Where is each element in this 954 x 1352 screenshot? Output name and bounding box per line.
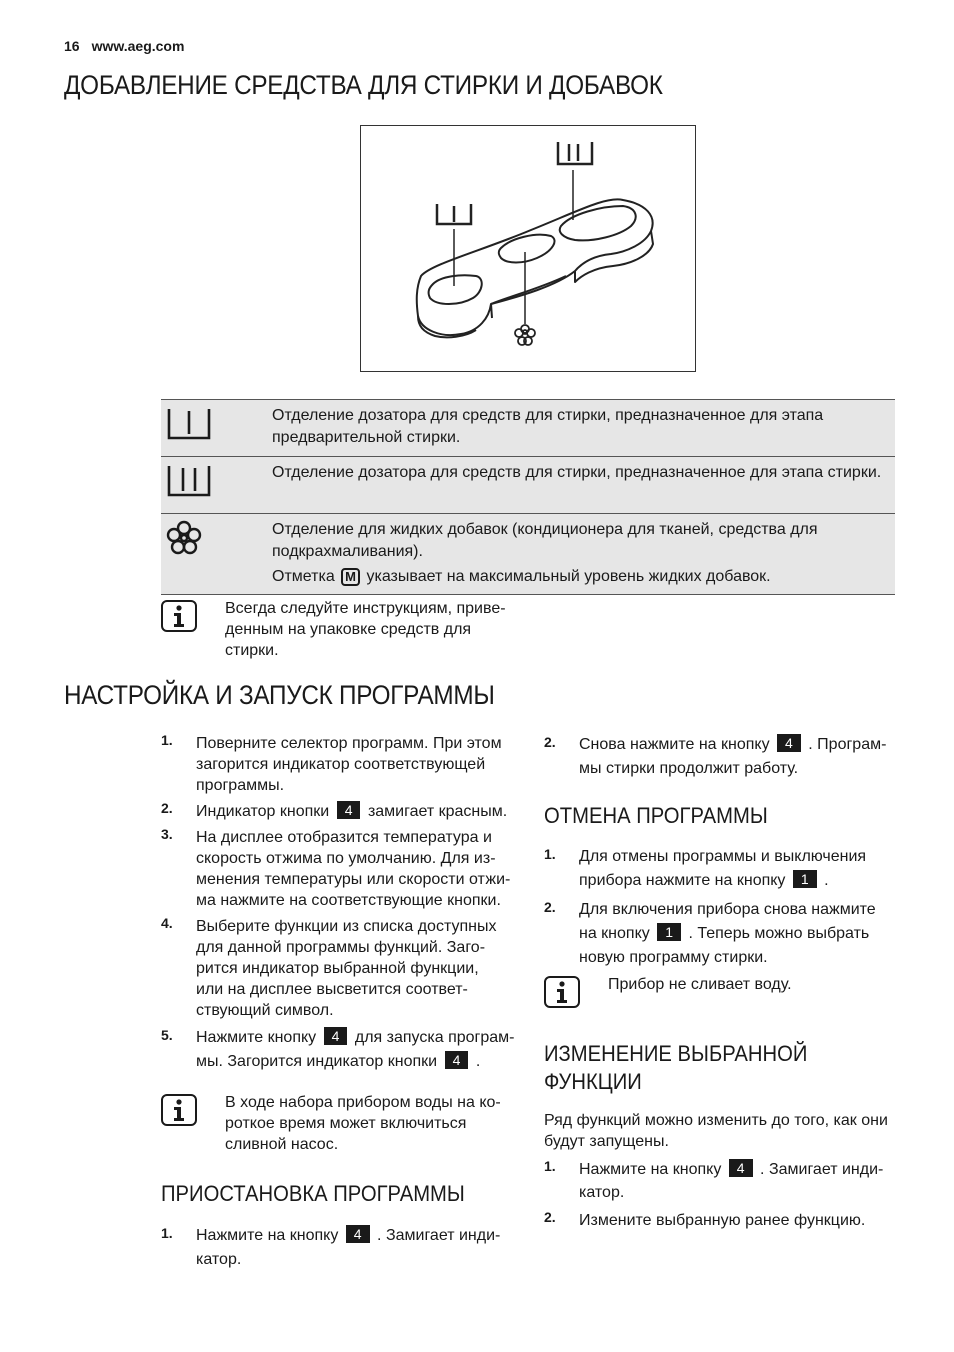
- info-note: [544, 974, 894, 1014]
- info-note: [161, 1092, 521, 1156]
- list-item: 2. Снова нажмите на кнопку 4 . Програм- мы стирки продолжит работу.: [544, 734, 887, 777]
- legend-text: Отделение дозатора для средств для стирки, предназначенное для этапа стирки.: [272, 457, 895, 514]
- list-item: 1. Нажмите на кнопку 4 . Замигает инди- катор.: [161, 1225, 501, 1268]
- legend-row: [161, 514, 895, 595]
- info-icon: [544, 976, 580, 1008]
- page-number: 16: [64, 38, 80, 54]
- wash-compartment-icon: [558, 142, 592, 164]
- list-item: 1. Для отмены программы и выключения прибора нажмите на кнопку 1 .: [544, 846, 867, 889]
- cancel-steps-list: [544, 845, 894, 975]
- list-item: 3. На дисплее отобразится температура и скорость отжима по умолчанию. Для из- менения температуры или скорости отжи- ма нажмите на соответствующие кнопки.: [161, 826, 511, 909]
- dispenser-figure: [360, 125, 696, 372]
- legend-text: Отделение дозатора для средств для стирки, предназначенное для этапа предварительной стирки.: [272, 400, 895, 457]
- list-item: 4. Выберите функции из списка доступных для данной программы функций. Заго- рится индикатор выбранной функции, или на дисплее высветится соответ- ствующий символ.: [161, 915, 497, 1019]
- site-url[interactable]: www.aeg.com: [91, 38, 185, 54]
- wash-compartment-icon: [166, 462, 212, 500]
- section-title-pause: ПРИОСТАНОВКА ПРОГРАММЫ: [161, 1181, 465, 1206]
- button-1-key: 1: [793, 870, 817, 888]
- button-4-key: 4: [777, 734, 801, 752]
- max-level-mark-icon: M: [341, 568, 360, 586]
- legend-row: [161, 457, 895, 514]
- info-icon: [161, 1094, 197, 1126]
- button-4-key: 4: [337, 801, 361, 819]
- button-1-key: 1: [657, 923, 681, 941]
- section-title-add-detergent: ДОБАВЛЕНИЕ СРЕДСТВА ДЛЯ СТИРКИ И ДОБАВОК: [64, 70, 663, 100]
- softener-flower-icon: [515, 325, 535, 345]
- info-note-text: В ходе набора прибором воды на ко- роткое время может включиться сливной насос.: [225, 1094, 501, 1153]
- dispenser-drawer-illustration: [361, 126, 695, 371]
- setup-steps-list: [161, 733, 521, 1079]
- section-title-cancel: ОТМЕНА ПРОГРАММЫ: [544, 803, 768, 828]
- legend-row: [161, 400, 895, 457]
- list-item: 2. Измените выбранную ранее функцию.: [544, 1209, 866, 1229]
- softener-flower-icon: [166, 519, 206, 557]
- button-4-key: 4: [729, 1159, 753, 1177]
- list-item: 2. Для включения прибора снова нажмите на кнопку 1 . Теперь можно выбрать новую программу стирки.: [544, 899, 876, 966]
- prewash-compartment-icon: [166, 405, 212, 443]
- max-level-note: Отметка M указывает на максимальный уровень жидких добавок.: [272, 568, 771, 585]
- change-steps-list: [544, 1158, 894, 1237]
- info-icon: [161, 600, 197, 632]
- legend-text: Отделение для жидких добавок (кондиционера для тканей, средства для подкрахмаливания).: [272, 521, 818, 560]
- info-note-text: Всегда следуйте инструкциям, приве- денным на упаковке средств для стирки.: [225, 600, 506, 659]
- resume-steps-list: [544, 733, 894, 786]
- section-title-program-setup: НАСТРОЙКА И ЗАПУСК ПРОГРАММЫ: [64, 680, 495, 710]
- pause-steps-list: [161, 1224, 521, 1277]
- button-4-key: 4: [324, 1027, 348, 1045]
- section-title-change-function: ИЗМЕНЕНИЕ ВЫБРАННОЙ ФУНКЦИИ: [544, 1041, 808, 1094]
- prewash-compartment-icon: [437, 204, 471, 224]
- info-note: [161, 598, 521, 662]
- button-4-key: 4: [346, 1225, 370, 1243]
- compartment-legend-table: [161, 399, 895, 595]
- list-item: 1. Поверните селектор программ. При этом загорится индикатор соответствующей программы.: [161, 732, 502, 794]
- list-item: 1. Нажмите на кнопку 4 . Замигает инди- катор.: [544, 1158, 884, 1201]
- list-item: 5. Нажмите кнопку 4 для запуска програм- мы. Загорится индикатор кнопки 4 .: [161, 1027, 515, 1070]
- change-intro-text: Ряд функций можно изменить до того, как они будут запущены.: [544, 1112, 888, 1150]
- info-note-text: Прибор не сливает воду.: [608, 976, 792, 993]
- list-item: 2. Индикатор кнопки 4 замигает красным.: [161, 800, 508, 820]
- button-4-key: 4: [445, 1051, 469, 1069]
- page-header: [64, 38, 184, 54]
